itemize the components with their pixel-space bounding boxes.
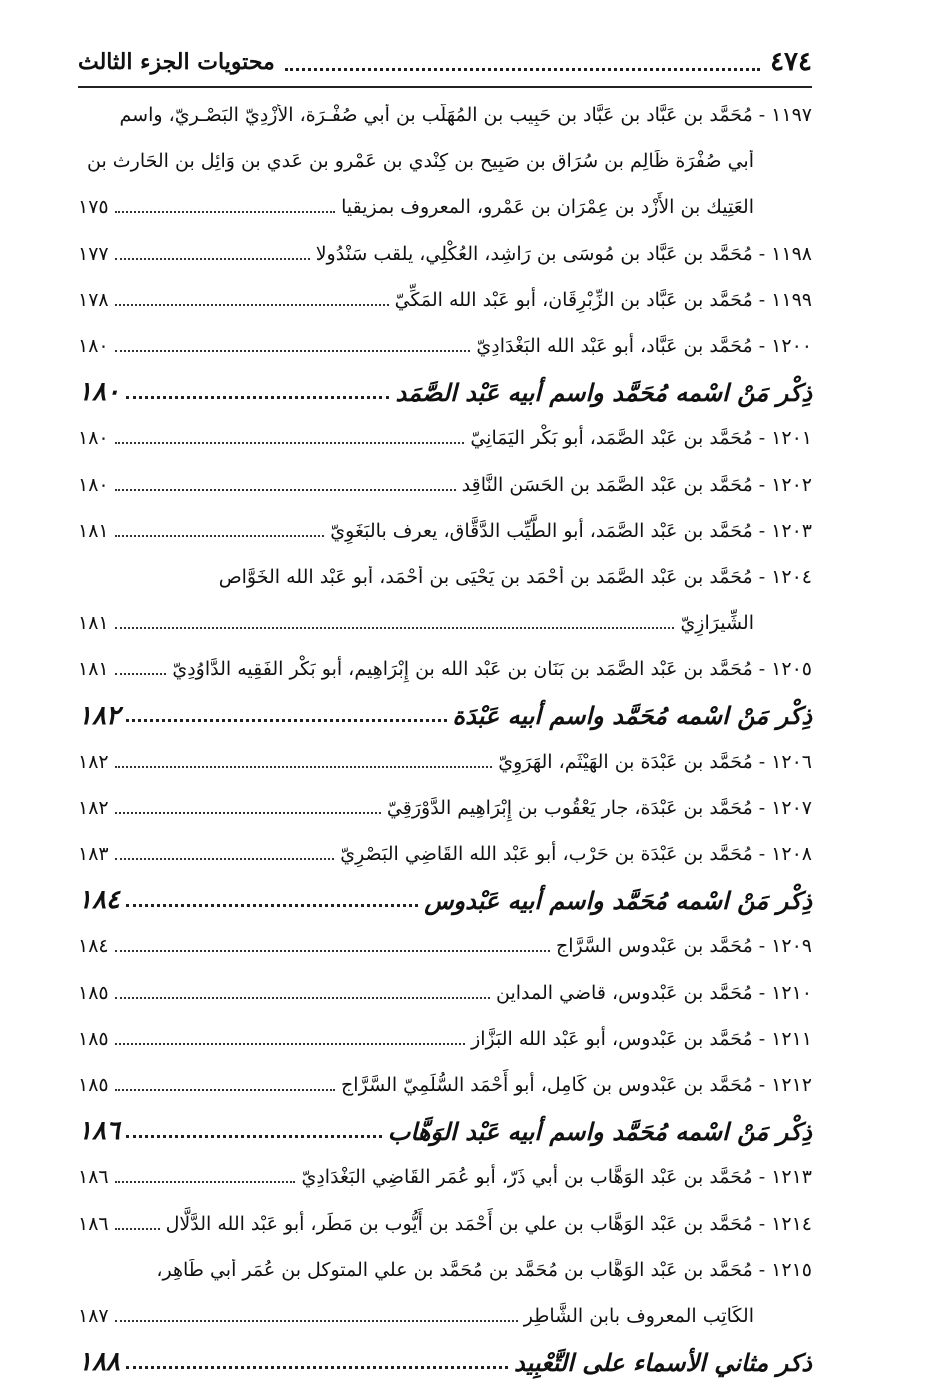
page-ref: ١٨٦ [78,1166,109,1189]
section-heading [78,877,812,923]
page-ref: ١٧٧ [78,242,109,265]
entry-number: ١١٩٨ [771,242,812,265]
entry-dash: - [758,288,766,311]
entry-dash: - [758,1258,766,1281]
page-ref: ١٧٨ [78,288,109,311]
entry-continuation-line [78,600,812,646]
entry-text: مُحَمَّد بن عَبْد الوَهَّاب بن علي بن أَحْمَد بن أَيُّوب بن مَطَر، أبو عَبْد الله الدَّلَّال [165,1212,753,1235]
leader-dots [115,525,325,537]
entry-text: مُحَمَّد بن عَبْدوس بن كَامِل، أبو أَحْمَد السُّلَمِيّ السَّرَّاج [341,1074,753,1097]
page-ref: ١٨٠ [78,335,109,358]
toc-entry [78,831,812,877]
entry-text: مُحَمَّد بن عَبْدوس، قاضي المداين [495,981,753,1004]
section-title: ذِكْر مَنْ اسْمه مُحَمَّد واسم أبيه عَبْد الصَّمَد [395,377,812,407]
entry-dash: - [758,981,766,1004]
entry-number: ١٢٠٧ [771,796,812,819]
page-ref: ١٨٠ [78,473,109,496]
entry-continuation-line [78,184,812,230]
page-ref: ١٨٤ [78,885,120,916]
entry-number: ١٢٠٥ [771,658,812,681]
section-title: ذِكْر مَنْ اسْمه مُحَمَّد واسم أبيه عَبْدوس [424,885,812,915]
toc-entry [78,1201,812,1247]
section-title: ذِكْر مَنْ اسْمه مُحَمَّد واسم أبيه عَبْد الوَهَّاب [387,1116,812,1146]
section-title: ذِكْر مَنْ اسْمه مُحَمَّد واسم أبيه عَبْدَة [452,701,812,731]
leader-dots [115,987,490,999]
page-ref: ١٨٥ [78,1074,109,1097]
entry-number: ١٢٠٤ [771,565,812,588]
header-rule [78,86,812,88]
entry-number: ١٢١٠ [771,981,812,1004]
leader-dots [115,340,471,352]
page-title: محتويات الجزء الثالث [78,49,275,75]
page-ref: ١٨٥ [78,1027,109,1050]
leader-dots [115,1171,296,1183]
entry-dash: - [758,1166,766,1189]
page-ref: ١٨٦ [78,1116,120,1147]
toc-entry [78,923,812,969]
leader-dots [115,479,456,491]
entry-text: مُحَمَّد بن عَبَّاد، أبو عَبْد الله البَغْدَادِيّ [476,335,753,358]
entry-text: مُحَمَّد بن عَبْد الصَّمَد، أبو بَكْر اليَمَانِيّ [470,427,753,450]
page-number: ٤٧٤ [770,47,812,77]
toc-entry [78,415,812,461]
entry-dash: - [758,519,766,542]
entry-text: مُحَمَّد بن عَبْد الصَّمَد، أبو الطَّيِّب الدَّقَّاق، يعرف بالبَغَوِيّ [330,519,753,542]
entry-text: مُحَمَّد بن عَبْد الصَّمَد بن أَحْمَد بن يَحْيَى بن أَحْمَد، أبو عَبْد الله الخَوَّاص [218,565,753,588]
leader-dots [115,848,335,860]
entry-dash: - [758,335,766,358]
entry-number: ١٢١٣ [771,1166,812,1189]
entry-dash: - [758,427,766,450]
page-ref: ١٨١ [78,519,109,542]
leader-dots [115,294,389,306]
leader-dots [115,201,335,213]
entry-text: مُحَمَّد بن عَبْدوس السَّرَّاج [556,935,753,958]
toc-entry [78,508,812,554]
entry-text: الشِّيرَازِيّ [680,612,754,635]
leader-dots [126,1356,508,1369]
leader-dots [115,663,167,675]
entry-continuation-line [78,1293,812,1339]
entry-text: مُحَمَّد بن عَبْد الصَّمَد بن بَنَان بن عَبْد الله بن إِبْرَاهِيم، أبو بَكْر الفَقِيه الدَّاوُدِيّ [172,658,753,681]
entry-number: ١٢١٢ [771,1074,812,1097]
toc-entry [78,1247,812,1293]
page-ref: ١٨٥ [78,981,109,1004]
entry-text: مُحَمَّد بن عَبْد الصَّمَد بن الحَسَن النَّاقِد [461,473,753,496]
section-title: ذكر مثاني الأسماء على التَّعْبِيد [514,1347,812,1377]
section-heading [78,369,812,415]
toc-entry [78,554,812,600]
page-ref: ١٨٢ [78,700,120,731]
leader-dots [115,1079,335,1091]
page-ref: ١٨١ [78,612,109,635]
entry-continuation-line [78,138,812,184]
toc-entry [78,462,812,508]
toc-entry [78,646,812,692]
entry-dash: - [758,935,766,958]
section-heading [78,692,812,738]
entry-text: مُحَمَّد بن عَبْدَة، جار يَعْقُوب بن إِبْرَاهِيم الدَّوْرَقِيّ [386,796,753,819]
toc-entry [78,739,812,785]
toc-entry [78,970,812,1016]
entry-text: الكَاتِب المعروف بابن الشَّاطِر [523,1304,754,1327]
page-ref: ١٨٧ [78,1304,109,1327]
page-ref: ١٨٨ [78,1347,120,1378]
entry-text: مُحَمَّد بن عَبَّاد بن الزِّبْرِقَان، أبو عَبْد الله المَكِّيّ [394,288,753,311]
entry-text: مُحَمَّد بن عَبْدوس، أبو عَبْد الله البَزَّاز [471,1027,753,1050]
leader-dots [115,940,550,952]
entry-dash: - [758,658,766,681]
entry-text: العَتِيك بن الأَزْد بن عِمْرَان بن عَمْرو، المعروف بمزيقيا [341,196,754,219]
entry-dash: - [758,1074,766,1097]
page-ref: ١٨٦ [78,1212,109,1235]
page-header [78,40,812,84]
entry-dash: - [758,750,766,773]
leader-dots [115,756,493,768]
entry-number: ١١٩٧ [771,104,812,127]
header-leader-dots [285,54,760,71]
toc-entry [78,323,812,369]
toc-entry [78,1062,812,1108]
entry-text: مُحَمَّد بن عَبَّاد بن مُوسَى بن رَاشِد، العُكْلِي، يلقب سَنْدُولا [315,242,753,265]
leader-dots [115,802,381,814]
leader-dots [126,709,447,722]
entry-text: مُحَمَّد بن عَبْدَة بن حَرْب، أبو عَبْد الله القَاضِي البَصْرِيّ [340,843,753,866]
entry-dash: - [758,796,766,819]
entry-number: ١١٩٩ [771,288,812,311]
toc-entry [78,785,812,831]
entry-dash: - [758,104,766,127]
entry-text: مُحَمَّد بن عَبَّاد بن عَبَّاد بن حَبِيب بن المُهَلَّب بن أبي صُفْـرَة، الأَزْدِيّ البَصْـرِيّ، واسم [119,104,753,127]
toc-entry [78,231,812,277]
entry-dash: - [758,242,766,265]
section-heading [78,1339,812,1385]
page-ref: ١٨٤ [78,935,109,958]
toc-entry [78,1016,812,1062]
page-ref: ١٨٠ [78,377,120,408]
leader-dots [126,894,418,907]
page-ref: ١٨٠ [78,427,109,450]
toc-entry [78,277,812,323]
toc-entry [78,92,812,138]
entry-number: ١٢٠٠ [771,335,812,358]
entry-number: ١٢٠٨ [771,843,812,866]
page-ref: ١٨١ [78,658,109,681]
leader-dots [115,1310,518,1322]
entry-text: مُحَمَّد بن عَبْد الوَهَّاب بن أبي ذَرّ، أبو عُمَر القَاضِي البَغْدَادِيّ [301,1166,753,1189]
leader-dots [115,248,310,260]
entry-dash: - [758,1027,766,1050]
leader-dots [126,386,390,399]
table-of-contents [78,92,812,1385]
leader-dots [115,1218,160,1230]
page-ref: ١٧٥ [78,196,109,219]
entry-number: ١٢١٤ [771,1212,812,1235]
leader-dots [115,617,675,629]
page-ref: ١٨٢ [78,750,109,773]
entry-number: ١٢٠١ [771,427,812,450]
entry-number: ١٢٠٢ [771,473,812,496]
page-ref: ١٨٢ [78,796,109,819]
section-heading [78,1108,812,1154]
entry-number: ١٢٠٣ [771,519,812,542]
entry-dash: - [758,843,766,866]
toc-entry [78,1154,812,1200]
leader-dots [126,1125,382,1138]
entry-number: ١٢٠٦ [771,750,812,773]
entry-dash: - [758,1212,766,1235]
leader-dots [115,1033,465,1045]
entry-text: مُحَمَّد بن عَبْد الوَهَّاب بن مُحَمَّد بن مُحَمَّد بن علي المتوكل بن عُمَر أبي طَاهِر، [156,1258,753,1281]
entry-number: ١٢٠٩ [771,935,812,958]
entry-text: مُحَمَّد بن عَبْدَة بن الهَيْثَم، الهَرَوِيّ [498,750,753,773]
entry-dash: - [758,473,766,496]
leader-dots [115,432,465,444]
entry-text: أبي صُفْرَة ظَالِم بن سُرَاق بن صَبِيح بن كِنْدي بن عَمْرو بن عَدي بن وَائِل بن الحَارِث بن [86,150,754,173]
entry-dash: - [758,565,766,588]
page-ref: ١٨٣ [78,843,109,866]
entry-number: ١٢١٥ [771,1258,812,1281]
entry-number: ١٢١١ [771,1027,812,1050]
